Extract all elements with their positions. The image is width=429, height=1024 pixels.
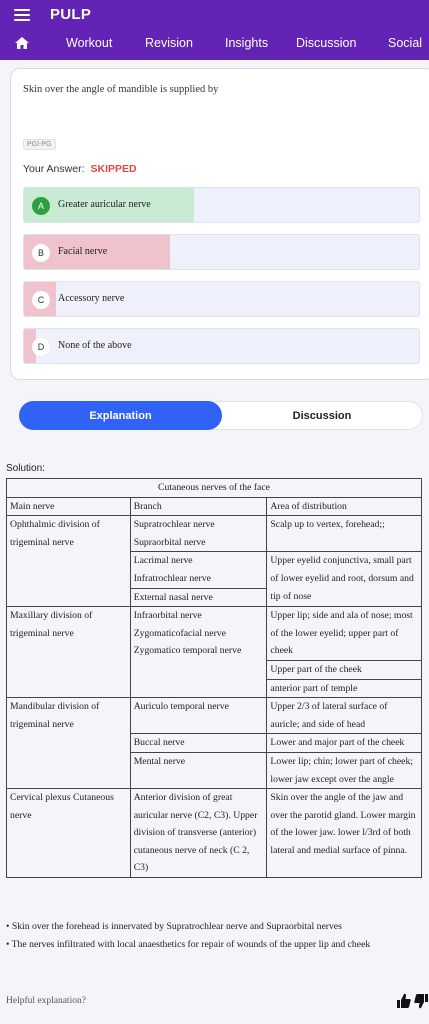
maxillary-main: Maxillary division of trigeminal nerve: [7, 607, 131, 698]
table-cell: [130, 516, 267, 552]
option-d-text: None of the above: [58, 340, 132, 351]
cutaneous-nerves-table: [6, 478, 422, 878]
branch-text: Lacrimal nerve: [133, 555, 193, 567]
area-cell: Upper lip; side and ala of nose; most of the lower eyelid; upper part of cheek: [267, 607, 422, 661]
option-d-letter: D: [32, 338, 50, 356]
table-caption-row: [7, 479, 422, 498]
tab-social[interactable]: Social: [388, 36, 423, 50]
branch-cell: External nasal nerve: [130, 588, 267, 607]
home-icon[interactable]: [15, 37, 29, 49]
option-b[interactable]: [23, 234, 420, 270]
thumbs-up-icon[interactable]: [397, 993, 411, 1009]
app-bar: [0, 0, 429, 60]
option-a-text: Greater auricular nerve: [58, 199, 151, 210]
explanation-tab[interactable]: Explanation: [19, 401, 222, 430]
question-text: Skin over the angle of mandible is supplied by: [23, 84, 219, 95]
app-title: PULP: [50, 6, 92, 23]
area-cell: anterior part of temple: [267, 679, 422, 698]
branch-text: Zygomatico temporal nerve: [133, 645, 242, 657]
solution-label: Solution:: [6, 463, 45, 474]
thumbs-down-icon[interactable]: [414, 993, 428, 1009]
option-b-letter: B: [32, 244, 50, 262]
table-cell: [130, 607, 267, 698]
menu-icon[interactable]: [14, 9, 30, 21]
branch-cell: Mental nerve: [130, 752, 267, 788]
branch-text: Zygomaticofacial nerve: [133, 627, 226, 639]
solution-bullets: [6, 918, 429, 953]
option-d[interactable]: [23, 328, 420, 364]
feedback-buttons: [397, 992, 429, 1010]
table-row: [7, 789, 422, 878]
cervical-main: Cervical plexus Cutaneous nerve: [7, 789, 131, 878]
branch-text: Infraorbital nerve: [133, 610, 202, 622]
area-cell: Upper part of the cheek: [267, 660, 422, 679]
option-b-text: Facial nerve: [58, 246, 108, 257]
tab-insights[interactable]: Insights: [225, 36, 269, 50]
header-main-nerve: Main nerve: [7, 497, 131, 516]
option-c[interactable]: [23, 281, 420, 317]
option-a[interactable]: [23, 187, 420, 223]
header-branch: Branch: [130, 497, 267, 516]
branch-text: Infratrochlear nerve: [133, 572, 211, 584]
exam-tag: PGI-PG: [23, 139, 56, 150]
header-area: Area of distribution: [267, 497, 422, 516]
bullet-item: • Skin over the forehead is innervated by Supratrochlear nerve and Supraorbital nerves: [6, 921, 342, 932]
area-cell: Upper eyelid conjunctiva, small part of lower eyelid and root, dorsum and tip of nose: [267, 552, 422, 607]
your-answer: [23, 163, 137, 175]
tab-workout[interactable]: Workout: [66, 36, 113, 50]
table-row: [7, 607, 422, 661]
option-a-letter: A: [32, 197, 50, 215]
tab-discussion[interactable]: Discussion: [296, 36, 357, 50]
branch-cell: Anterior division of great auricular nerve (C2, C3). Upper division of transverse (anterior) cutaneous nerve of neck (C 2, C3): [130, 789, 267, 878]
area-cell: Lower lip; chin; lower part of cheek; lower jaw except over the angle: [267, 752, 422, 788]
table-row: [7, 516, 422, 552]
branch-text: Supratrochlear nerve: [133, 519, 215, 531]
table-caption: Cutaneous nerves of the face: [7, 479, 422, 498]
nav-bar: [0, 32, 429, 56]
area-cell: Upper 2/3 of lateral surface of auricle; and side of head: [267, 698, 422, 734]
branch-text: Supraorbital nerve: [133, 536, 206, 548]
discussion-tab[interactable]: Discussion: [292, 409, 352, 422]
area-cell: Scalp up to vertex, forehead;;: [267, 516, 422, 552]
table-header-row: [7, 497, 422, 516]
branch-cell: Auriculo temporal nerve: [130, 698, 267, 734]
your-answer-label: Your Answer:: [23, 163, 85, 175]
branch-cell: Buccal nerve: [130, 734, 267, 753]
helpful-prompt: Helpful explanation?: [6, 996, 86, 1006]
question-card: [10, 68, 429, 380]
ophthalmic-main: Ophthalmic division of trigeminal nerve: [7, 516, 131, 607]
option-c-letter: C: [32, 291, 50, 309]
mandibular-main: Mandibular division of trigeminal nerve: [7, 698, 131, 789]
table-row: [7, 698, 422, 734]
tab-revision[interactable]: Revision: [145, 36, 193, 50]
bullet-item: • The nerves infiltrated with local anaesthetics for repair of wounds of the upper lip and cheek: [6, 938, 371, 950]
table-cell: [130, 552, 267, 588]
option-c-text: Accessory nerve: [58, 293, 125, 304]
explanation-toggle: [19, 401, 423, 430]
area-cell: Skin over the angle of the jaw and over the parotid gland. Lower margin of the lower jaw. lower l/3rd of both lateral and medial surface of pinna.: [267, 789, 422, 878]
answer-status: SKIPPED: [90, 163, 137, 175]
area-cell: Lower and major part of the cheek: [267, 734, 422, 753]
